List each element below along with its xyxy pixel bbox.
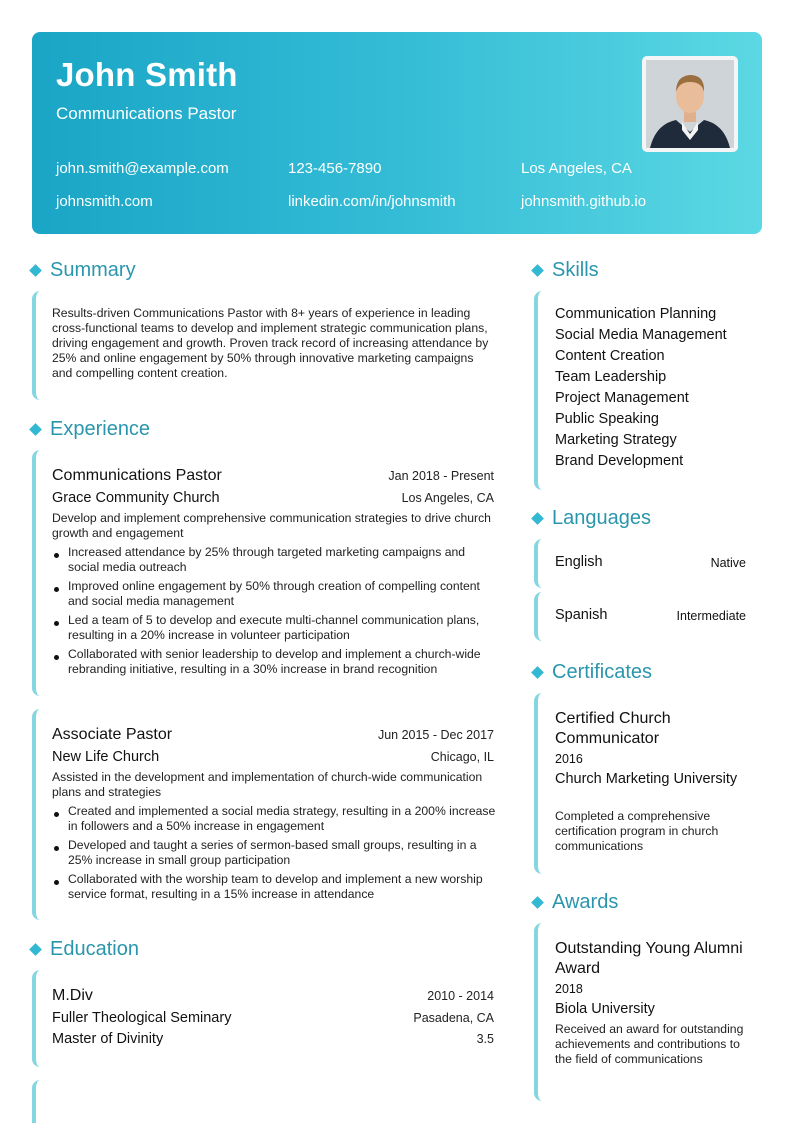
- certificates-heading-text: Certificates: [552, 661, 653, 683]
- certificate-year: 2016: [555, 752, 583, 766]
- skills-heading-text: Skills: [552, 259, 599, 281]
- certificate-description: Completed a comprehensive certification program in church communications: [555, 809, 719, 853]
- award-description: Received an award for outstanding achievements and contributions to the field of communications: [555, 1022, 744, 1066]
- job-bullet: Created and implemented a social media strategy, resulting in a 200% increase in followers and a 50% increase in engagement: [68, 804, 496, 833]
- profile-photo-icon: [646, 60, 734, 148]
- job-bullet: Led a team of 5 to develop and execute multi-channel communication plans, resulting in a 20% increase in volunteer participation: [68, 613, 480, 642]
- languages-heading: [533, 507, 651, 530]
- bullet-icon: [54, 553, 59, 558]
- profile-photo: [642, 56, 738, 152]
- diamond-icon: [531, 666, 544, 679]
- job-description: Develop and implement comprehensive communication strategies to drive church growth and engagement: [52, 511, 491, 540]
- gpa: 3.5: [476, 1032, 494, 1046]
- diamond-icon: [29, 423, 42, 436]
- location-text: Los Angeles, CA: [521, 160, 632, 177]
- diamond-icon: [531, 896, 544, 909]
- award-title: Outstanding Young Alumni Award: [555, 940, 743, 977]
- degree: M.Div: [52, 987, 93, 1004]
- awards-heading-text: Awards: [552, 891, 619, 913]
- job-org: Grace Community Church: [52, 490, 220, 506]
- phone-text: 123-456-7890: [288, 160, 382, 177]
- diamond-icon: [29, 943, 42, 956]
- language-level: Intermediate: [676, 609, 746, 623]
- language-level: Native: [710, 556, 746, 570]
- field-of-study: Master of Divinity: [52, 1031, 164, 1047]
- school-location: Pasadena, CA: [413, 1011, 494, 1025]
- certificate-title: Certified Church Communicator: [555, 710, 671, 747]
- bullet-icon: [54, 621, 59, 626]
- job-location: Chicago, IL: [430, 750, 494, 764]
- job-bullet: Increased attendance by 25% through targeted marketing campaigns and social media outreach: [68, 545, 466, 574]
- certificates-heading: [533, 661, 652, 684]
- diamond-icon: [29, 264, 42, 277]
- bullet-icon: [54, 846, 59, 851]
- certificate-org: Church Marketing University: [555, 771, 738, 787]
- experience-heading: [31, 418, 150, 441]
- job-bullet: Improved online engagement by 50% through creation of compelling content and social media management: [68, 579, 480, 608]
- bullet-icon: [54, 587, 59, 592]
- education-heading-text: Education: [50, 938, 139, 960]
- languages-heading-text: Languages: [552, 507, 651, 529]
- github-link[interactable]: johnsmith.github.io: [521, 193, 647, 210]
- language-name: Spanish: [555, 607, 608, 623]
- job-bullet: Collaborated with senior leadership to develop and implement a church-wide rebranding initiative, resulting in a 30% increase in brand recognition: [68, 647, 481, 676]
- skill-item: Team Leadership: [555, 369, 667, 385]
- resume-header: [32, 32, 762, 234]
- candidate-title: Communications Pastor: [56, 104, 237, 123]
- bullet-icon: [54, 880, 59, 885]
- skill-item: Brand Development: [555, 453, 684, 469]
- job-role: Communications Pastor: [52, 467, 222, 484]
- award-org: Biola University: [555, 1001, 655, 1017]
- school-name: Fuller Theological Seminary: [52, 1010, 232, 1026]
- awards-heading: [533, 891, 618, 914]
- summary-text: Results-driven Communications Pastor with 8+ years of experience in leading cross-functional teams to develop and implement strategic communication plans, driving engagement and growth. Proven track record of increasing attendance by 25% and online engagement by 50% through innovative marketing campaigns and compelling content creation.: [52, 306, 489, 380]
- summary-heading-text: Summary: [50, 259, 136, 281]
- education-card-2: [32, 1080, 498, 1123]
- job-description: Assisted in the development and implementation of church-wide communication plans and strategies: [52, 770, 483, 799]
- skill-item: Content Creation: [555, 348, 665, 364]
- language-name: English: [555, 554, 603, 570]
- award-year: 2018: [555, 982, 583, 996]
- bullet-icon: [54, 655, 59, 660]
- skill-item: Marketing Strategy: [555, 432, 677, 448]
- job-bullet: Collaborated with the worship team to develop and implement a new worship service format, resulting in a 15% increase in attendance: [68, 872, 483, 901]
- skill-item: Public Speaking: [555, 411, 659, 427]
- email-link[interactable]: john.smith@example.com: [56, 160, 229, 177]
- bullet-icon: [54, 812, 59, 817]
- summary-heading: [31, 259, 136, 282]
- experience-heading-text: Experience: [50, 418, 151, 440]
- diamond-icon: [531, 512, 544, 525]
- job-bullet: Developed and taught a series of sermon-based small groups, resulting in a 25% increase in small group participation: [68, 838, 477, 867]
- skill-item: Communication Planning: [555, 306, 717, 322]
- education-dates: 2010 - 2014: [427, 989, 494, 1003]
- website-link[interactable]: johnsmith.com: [56, 193, 153, 210]
- job-role: Associate Pastor: [52, 726, 173, 743]
- candidate-name: John Smith: [56, 56, 238, 93]
- skills-heading: [533, 259, 599, 282]
- skill-item: Social Media Management: [555, 327, 727, 343]
- diamond-icon: [531, 264, 544, 277]
- job-dates: Jan 2018 - Present: [388, 469, 494, 483]
- skill-item: Project Management: [555, 390, 689, 406]
- job-location: Los Angeles, CA: [401, 491, 494, 505]
- job-dates: Jun 2015 - Dec 2017: [377, 728, 494, 742]
- education-heading: [31, 938, 139, 961]
- job-org: New Life Church: [52, 749, 160, 765]
- linkedin-link[interactable]: linkedin.com/in/johnsmith: [288, 193, 456, 210]
